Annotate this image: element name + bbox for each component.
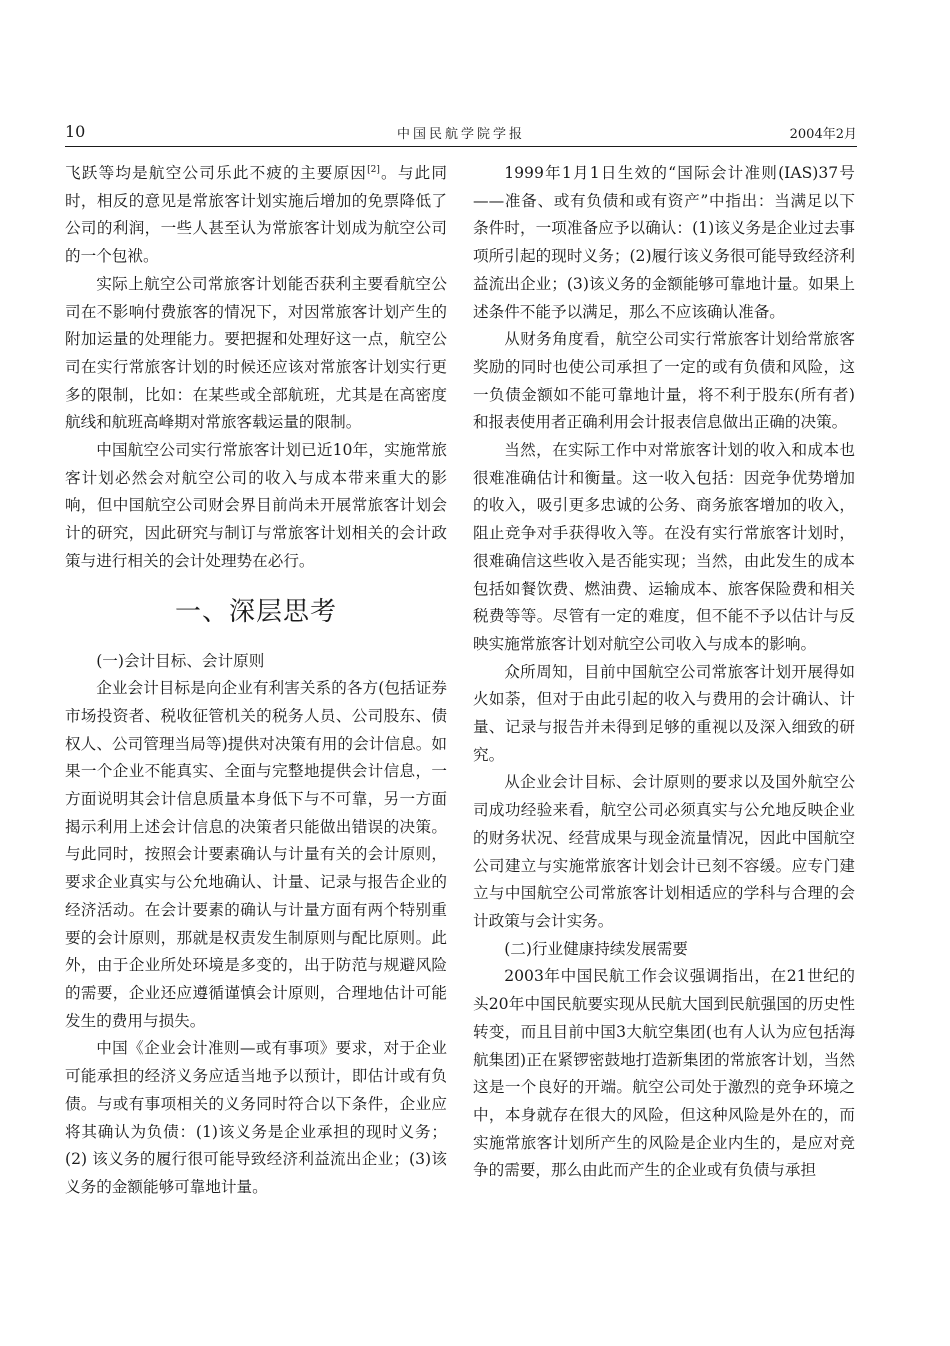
citation-ref: [2] [367, 164, 380, 175]
paragraph: 2003年中国民航工作会议强调指出，在21世纪的头20年中国民航要实现从民航大国到民航强国的历史性转变，而且目前中国3大航空集团(也有人认为应包括海航集团)正在紧锣密鼓地打造新集团的常旅客计划，当然这是一个良好的开端。航空公司处于激烈的竞争环境之中，本身就存在很大的风险，但这种风险是外在的，而实施常旅客计划所产生的风险是企业内生的，是应对竞争的需要，那么由此而产生的企业或有负债与承担 [473, 967, 855, 1180]
paragraph: 当然，在实际工作中对常旅客计划的收入和成本也很难准确估计和衡量。这一收入包括：因竞争优势增加的收入，吸引更多忠诚的公务、商务旅客增加的收入，阻止竞争对手获得收入等。在没有实行常旅客计划时，很难确信这些收入是否能实现；当然，由此发生的成本包括如餐饮费、燃油费、运输成本、旅客保险费和相关税费等等。尽管有一定的难度，但不能不予以估计与反映实施常旅客计划对航空公司收入与成本的影响。 [473, 441, 855, 653]
paragraph: 中国《企业会计准则—或有事项》要求，对于企业可能承担的经济义务应适当地予以预计，即估计或有负债。与或有事项相关的义务同时符合以下条件，企业应将其确认为负债：(1)该义务是企业承担的现时义务；(2) 该义务的履行很可能导致经济利益流出企业；(3)该义务的金额能够可靠地计量。 [65, 1039, 447, 1196]
paragraph: 中国航空公司实行常旅客计划已近10年，实施常旅客计划必然会对航空公司的收入与成本带来重大的影响，但中国航空公司财会界目前尚未开展常旅客计划会计的研究，因此研究与制订与常旅客计划相关的会计政策与进行相关的会计处理势在必行。 [65, 441, 447, 570]
running-header [65, 120, 857, 144]
paragraph: 1999年1月1日生效的“国际会计准则(IAS)37号——准备、或有负债和或有资产”中指出：当满足以下条件时，一项准备应予以确认：(1)该义务是企业过去事项所引起的现时义务；(2)履行该义务很可能导致经济利益流出企业；(3)该义务的金额能够可靠地计量。如果上述条件不能予以满足，那么不应该确认准备。 [473, 164, 855, 321]
paragraph: 众所周知，目前中国航空公司常旅客计划开展得如火如荼，但对于由此引起的收入与费用的会计确认、计量、记录与报告并未得到足够的重视以及深入细致的研究。 [473, 662, 855, 764]
paragraph: 企业会计目标是向企业有利害关系的各方(包括证券市场投资者、税收征管机关的税务人员、公司股东、债权人、公司管理当局等)提供对决策有用的会计信息。如果一个企业不能真实、全面与完整地提供会计信息，一方面说明其会计信息质量本身低下与不可靠，另一方面揭示利用上述会计信息的决策者只能做出错误的决策。与此同时，按照会计要素确认与计量有关的会计原则，要求企业真实与公允地确认、计量、记录与报告企业的经济活动。在会计要素的确认与计量方面有两个特别重要的会计原则，那就是权责发生制原则与配比原则。此外，由于企业所处环境是多变的，出于防范与规避风险的需要，企业还应遵循谨慎会计原则，合理地估计可能发生的费用与损失。 [65, 679, 447, 1030]
paragraph: 实际上航空公司常旅客计划能否获利主要看航空公司在不影响付费旅客的情况下，对因常旅客计划产生的附加运量的处理能力。要把握和处理好这一点，航空公司在实行常旅客计划的时候还应该对常旅客计划实行更多的限制，比如：在某些或全部航班，尤其是在高密度航线和航班高峰期对常旅客载运量的限制。 [65, 274, 447, 432]
subsection-title: (二)行业健康持续发展需要 [504, 939, 688, 958]
journal-title: 中国民航学院学报 [396, 127, 525, 142]
right-column [473, 160, 855, 1185]
left-column [65, 160, 447, 1202]
page-number: 10 [65, 122, 86, 141]
header-rule [65, 146, 857, 147]
paragraph: 从企业会计目标、会计原则的要求以及国外航空公司成功经验来看，航空公司必须真实与公允地反映企业的财务状况、经营成果与现金流量情况，因此中国航空公司建立与实施常旅客计划会计已刻不容缓。应专门建立与中国航空公司常旅客计划相适应的学科与合理的会计政策与会计实务。 [473, 773, 855, 930]
issue-date: 2004年2月 [789, 127, 857, 142]
section-title: 一、深层思考 [174, 596, 337, 627]
paragraph: 从财务角度看，航空公司实行常旅客计划给常旅客奖励的同时也使公司承担了一定的或有负债和风险，这一负债金额如不能可靠地计量，将不利于股东(所有者)和报表使用者正确利用会计报表信息做出正确的决策。 [473, 330, 855, 432]
subsection-title: (一)会计目标、会计原则 [96, 651, 265, 670]
paragraph: 飞跃等均是航空公司乐此不疲的主要原因[2]。与此同时，相反的意见是常旅客计划实施后增加的免票降低了公司的利润，一些人甚至认为常旅客计划成为航空公司的一个包袱。 [65, 164, 447, 266]
